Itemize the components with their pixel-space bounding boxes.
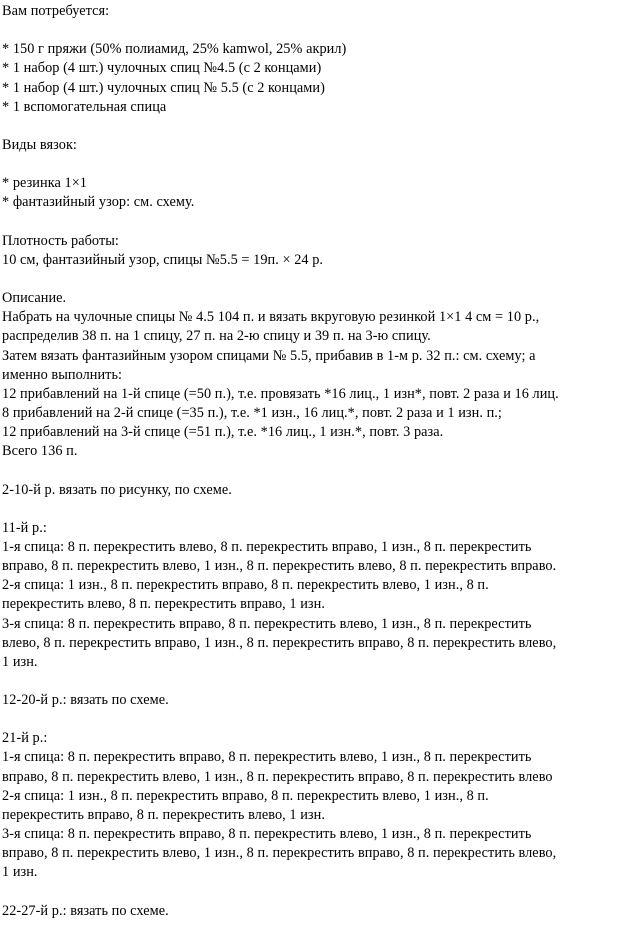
text-line: * фантазийный узор: см. схему. (2, 194, 195, 211)
text-line (2, 710, 638, 729)
text-line (2, 155, 638, 174)
text-line: вправо, 8 п. перекрестить влево, 1 изн., 8 п. перекрестить влево, 8 п. перекрестить вправо. (2, 558, 557, 575)
text-line: Вам потребуется: (2, 3, 110, 19)
text-line: влево, 8 п. перекрестить вправо, 1 изн., 8 п. перекрестить вправо, 8 п. перекрестить влево, (2, 634, 557, 651)
text-line: 3-я спица: 8 п. перекрестить вправо, 8 п. перекрестить влево, 1 изн., 8 п. перекрестить (2, 615, 532, 632)
text-line (2, 882, 638, 901)
document-body (2, 2, 638, 921)
text-line: 1 изн. (2, 653, 38, 670)
text-line: Виды вязок: (2, 136, 77, 153)
text-line: * 1 набор (4 шт.) чулочных спиц № 5.5 (с 2 концами) (2, 79, 325, 96)
text-line (2, 21, 638, 40)
text-line: вправо, 8 п. перекрестить влево, 1 изн., 8 п. перекрестить вправо, 8 п. перекрестить влево, (2, 845, 557, 862)
text-line: 10 см, фантазийный узор, спицы №5.5 = 19п. × 24 р. (2, 251, 324, 268)
text-line: * резинка 1×1 (2, 175, 88, 192)
text-line: * 1 вспомогательная спица (2, 98, 167, 115)
text-line: 3-я спица: 8 п. перекрестить вправо, 8 п. перекрестить влево, 1 изн., 8 п. перекрестить (2, 826, 532, 843)
text-line (2, 500, 638, 519)
text-line: Набрать на чулочные спицы № 4.5 104 п. и вязать вкруговую резинкой 1×1 4 см = 10 р., (2, 309, 540, 326)
text-line: 2-я спица: 1 изн., 8 п. перекрестить вправо, 8 п. перекрестить влево, 1 изн., 8 п. (2, 787, 489, 804)
text-line: Плотность работы: (2, 232, 119, 249)
text-line (2, 461, 638, 480)
text-line: 8 прибавлений на 2-й спице (=35 п.), т.е. *1 изн., 16 лиц.*, повт. 2 раза и 1 изн. п.; (2, 404, 502, 421)
text-line: Затем вязать фантазийным узором спицами № 5.5, прибавив в 1-м р. 32 п.: см. схему; а (2, 347, 536, 364)
text-line: 22-27-й р.: вязать по схеме. (2, 902, 169, 919)
text-line (2, 672, 638, 691)
text-line: * 1 набор (4 шт.) чулочных спиц №4.5 (с 2 концами) (2, 60, 322, 77)
text-line: Всего 136 п. (2, 443, 78, 460)
text-line: 12 прибавлений на 3-й спице (=51 п.), т.е. *16 лиц., 1 изн.*, повт. 3 раза. (2, 424, 444, 441)
text-line: 11-й р.: (2, 519, 47, 536)
text-line: 21-й р.: (2, 730, 48, 747)
text-line: 1 изн. (2, 864, 38, 881)
text-line: 2-я спица: 1 изн., 8 п. перекрестить вправо, 8 п. перекрестить влево, 1 изн., 8 п. (2, 577, 489, 594)
text-line: 12 прибавлений на 1-й спице (=50 п.), т.е. провязать *16 лиц., 1 изн*, повт. 2 раза и 16 лиц. (2, 385, 559, 402)
text-line (2, 213, 638, 232)
text-line: 1-я спица: 8 п. перекрестить вправо, 8 п. перекрестить влево, 1 изн., 8 п. перекрестить (2, 749, 532, 766)
text-line: перекрестить влево, 8 п. перекрестить вправо, 1 изн. (2, 596, 325, 613)
text-line: именно выполнить: (2, 366, 123, 383)
text-line: * 150 г пряжи (50% полиамид, 25% kamwol, 25% акрил) (2, 41, 347, 58)
text-line: перекрестить вправо, 8 п. перекрестить влево, 1 изн. (2, 806, 325, 823)
text-line: 2-10-й р. вязать по рисунку, по схеме. (2, 481, 232, 498)
text-line (2, 117, 638, 136)
text-line (2, 270, 638, 289)
text-line: вправо, 8 п. перекрестить влево, 1 изн., 8 п. перекрестить вправо, 8 п. перекрестить влево (2, 768, 553, 785)
text-line: распределив 38 п. на 1 спицу, 27 п. на 2-ю спицу и 39 п. на 3-ю спицу. (2, 328, 431, 345)
text-line: 1-я спица: 8 п. перекрестить влево, 8 п. перекрестить вправо, 1 изн., 8 п. перекрестить (2, 538, 532, 555)
text-line: Описание. (2, 290, 67, 307)
text-line: 12-20-й р.: вязать по схеме. (2, 692, 169, 709)
